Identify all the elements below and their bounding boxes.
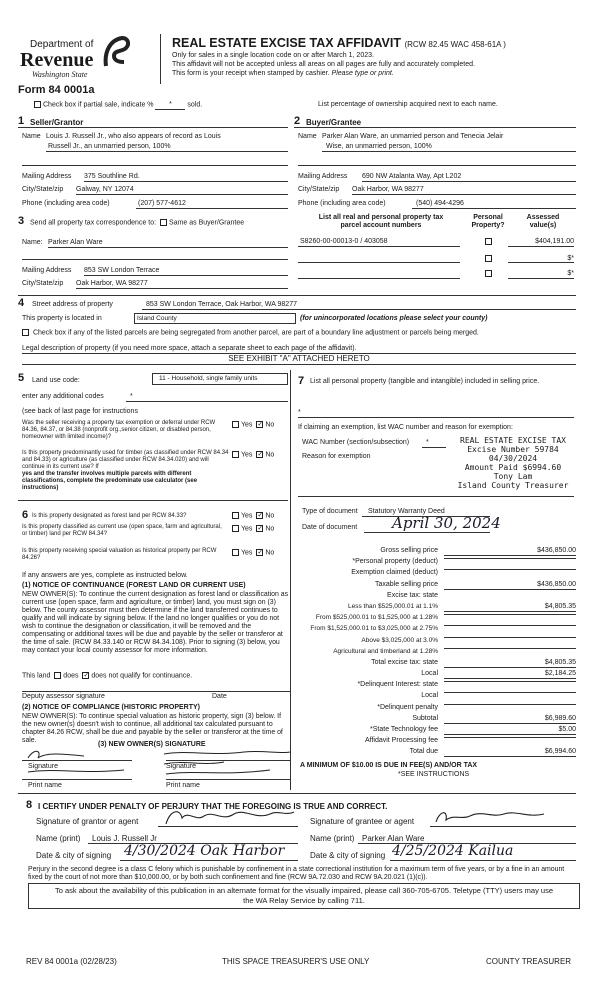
location-label: This property is located in	[22, 315, 102, 322]
grantee-date-label: Date & city of signing	[310, 851, 386, 860]
dor-swoosh-icon	[102, 36, 130, 68]
buyer-name-label: Name	[298, 133, 317, 140]
calc-row: Gross selling price $436,850.00	[380, 547, 576, 554]
seller-name-line1[interactable]: Louis J. Russell Jr., who also appears of record as Louis	[46, 133, 221, 140]
assessed-value-3[interactable]: $*	[567, 270, 574, 277]
parcel-number-1[interactable]: S8260-00-00013-0 / 403058	[300, 238, 388, 245]
grantor-name-label: Name (print)	[36, 834, 81, 843]
assessed-value-2[interactable]: $*	[567, 255, 574, 262]
buyer-city[interactable]: Oak Harbor, WA 98277	[352, 186, 424, 193]
s1-title: Seller/Grantor	[30, 118, 84, 127]
s6-q1-yes[interactable]	[232, 512, 239, 519]
s6-q3-answer: Yes ✓ No	[232, 549, 274, 557]
buyer-mail-label: Mailing Address	[298, 173, 348, 180]
personal-checkbox-3[interactable]	[485, 270, 492, 277]
calc-row: *Delinquent penalty	[296, 704, 578, 715]
wac-claim-label: If claiming an exemption, list WAC number and reason for exemption:	[298, 424, 513, 431]
dor-logo	[18, 32, 130, 82]
assessed-header: Assessed value(s)	[526, 214, 560, 229]
assessed-value-1[interactable]: $404,191.00	[535, 238, 574, 245]
doc-type-label: Type of document	[302, 508, 358, 515]
notice1-title: (1) NOTICE OF CONTINUANCE (FOREST LAND OR CURRENT USE)	[22, 582, 246, 589]
calc-row: Total due $6,994.60	[409, 748, 576, 756]
any-yes-note: If any answers are yes, complete as instructed below.	[22, 572, 188, 579]
s1-number: 1	[18, 115, 25, 127]
calc-row: *Personal property (deduct)	[296, 558, 578, 569]
notice1-body: NEW OWNER(S): To continue the current designation as forest land or classification as current use (open space, farm and agriculture, or timber) land, you must sign on (3) below. The county assessor must then determine if the land transferred continues to qualify and will indicate by signing below. If the land no longer qualifies or you do not wish to continue the designation or classification, it will be removed and the compensating or additional taxes will be due and payable by the seller or transferor at the time of sale. (RCW 84.33.140 or RCW 84.34.108). Prior to signing (3) below, you may contact your local county assessor for more information.	[22, 591, 289, 654]
grantee-date-city[interactable]: 4/25/2024 Kailua	[392, 843, 514, 859]
segregation-checkbox[interactable]	[22, 329, 29, 336]
s6-q2-answer: Yes ✓ No	[232, 525, 274, 533]
calc-row: *Delinquent Interest: state	[296, 681, 578, 692]
grantor-sig-label: Signature of grantor or agent	[36, 817, 139, 826]
tax-name[interactable]: Parker Alan Ware	[48, 239, 103, 246]
s5-number: 5	[18, 372, 25, 384]
s5-q2: Is this property predominantly used for timber (as classified under RCW 84.34 and 84.33) or agriculture (as classified under RCW 84.34.020) and will continue in its current use? If	[22, 450, 229, 470]
buyer-phone-label: Phone (including area code)	[298, 200, 386, 207]
tax-mail[interactable]: 853 SW London Terrace	[84, 267, 160, 274]
calc-row: Less than $525,000.01 at 1.1% $4,805.35	[348, 602, 576, 610]
wac-number-label: WAC Number (section/subsection)	[302, 439, 410, 446]
grantor-name[interactable]: Louis J. Russell Jr	[92, 834, 157, 843]
seller-mail[interactable]: 375 Southline Rd.	[84, 173, 140, 180]
segregation-row: Check box if any of the listed parcels are being segregated from another parcel, are part of a boundary line adjustment or parcels being merged.	[22, 329, 578, 337]
calc-row: Total excise tax: state $4,805.35	[371, 658, 576, 666]
s3-number: 3	[18, 215, 25, 227]
calc-row: Excise tax: state	[387, 591, 438, 599]
calc-row: Subtotal $6,989.60	[412, 714, 576, 722]
calc-row: Exemption claimed (deduct)	[296, 569, 578, 580]
continuance-row: This land does ✓ does not qualify for continuance.	[22, 672, 192, 680]
legal-label: Legal description of property (if you need more space, attach a separate sheet to each page of the affidavit).	[22, 345, 357, 352]
calc-row: Agricultural and timberland at 1.28%	[296, 648, 578, 659]
notice3-title: (3) NEW OWNER(S) SIGNATURE	[98, 741, 206, 748]
notice2-body: NEW OWNER(S): To continue special valuation as historic property, sign (3) below. If the new owner(s) doesn't wish to continue, all additional tax calculated pursuant to chapter 84.26 RCW, shall be due and payable by the seller or transferor at the time of sale.	[22, 713, 283, 744]
see-instructions: (see back of last page for instructions	[22, 408, 138, 415]
s6-q3: Is this property receiving special valuation as historical property per RCW 84.26?	[22, 548, 217, 561]
assessor-date-label: Date	[212, 693, 227, 700]
doc-date-label: Date of document	[302, 524, 358, 531]
grantee-name[interactable]: Parker Alan Ware	[362, 834, 425, 843]
grantee-sig-label: Signature of grantee or agent	[310, 817, 415, 826]
county-select[interactable]: Island County	[134, 313, 296, 324]
form-title: REAL ESTATE EXCISE TAX AFFIDAVIT (RCW 82.45 WAC 458-61A )	[172, 36, 506, 50]
s6-q3-no[interactable]	[256, 549, 263, 556]
grantor-date-label: Date & city of signing	[36, 851, 112, 860]
notice2-title: (2) NOTICE OF COMPLIANCE (HISTORIC PROPERTY)	[22, 704, 200, 711]
buyer-mail[interactable]: 690 NW Atalanta Way, Apt L202	[362, 173, 462, 180]
certification: I CERTIFY UNDER PENALTY OF PERJURY THAT THE FOREGOING IS TRUE AND CORRECT.	[38, 802, 388, 811]
calc-row: *State Technology fee $5.00	[370, 726, 576, 733]
s5-q1: Was the seller receiving a property tax exemption or deferral under RCW 84.36, 84.37, or 84.38 (nonprofit org.,senior citizen, or disabled person, homeowner with limited income)?	[22, 420, 216, 440]
s2-title: Buyer/Grantee	[306, 118, 362, 127]
seller-phone[interactable]: (207) 577-4612	[138, 200, 186, 207]
s6-q2-no[interactable]	[256, 525, 263, 532]
calc-row: From $1,525,000.01 to $3,025,000 at 2.75%	[296, 625, 578, 636]
dept-line1: Department of	[30, 39, 94, 50]
personal-checkbox-1[interactable]	[485, 238, 492, 245]
grantee-signature	[432, 806, 552, 828]
ownership-note: List percentage of ownership acquired next to each name.	[318, 101, 498, 108]
grantee-name-label: Name (print)	[310, 834, 355, 843]
partial-sale-checkbox[interactable]	[34, 101, 41, 108]
perjury-notice: Perjury in the second degree is a class C felony which is punishable by confinement in a state correctional institution for a maximum term of five years, or by a fine in an amount fixed by the court of not more than $10,000.00, or by both such confinement and fine (RCW 9A.72.030 and RCW 9A.20.021 (1)(c)).	[28, 866, 565, 881]
s6-q1-answer: Yes ✓ No	[232, 512, 274, 520]
location-note: (for unincorporated locations please select your county)	[300, 315, 488, 322]
s3-title: Send all property tax correspondence to: Same as Buyer/Grantee	[30, 219, 245, 227]
assessor-sig-label: Deputy assessor signature	[22, 693, 105, 700]
calc-row: From $525,000.01 to $1,525,000 at 1.28%	[296, 614, 578, 625]
s5-q1-answer: Yes ✓ No	[232, 421, 274, 429]
s8-number: 8	[26, 799, 33, 811]
tax-mail-label: Mailing Address	[22, 267, 72, 274]
form-number: Form 84 0001a	[18, 84, 95, 96]
treasurer-use-only: THIS SPACE TREASURER'S USE ONLY	[222, 957, 370, 966]
tax-name-label: Name:	[22, 239, 43, 246]
calc-row: Affidavit Processing fee	[296, 737, 578, 748]
street-address[interactable]: 853 SW London Terrace, Oak Harbor, WA 98277	[146, 301, 297, 308]
calc-row: Above $3,025,000 at 3.0%	[296, 637, 578, 648]
seller-city[interactable]: Galway, NY 12074	[76, 186, 134, 193]
s5-q2-no[interactable]	[256, 451, 263, 458]
buyer-city-label: City/State/zip	[298, 186, 340, 193]
accessibility-notice: To ask about the availability of this publication in an alternate format for the visually impaired, please call 360-705-6705. Teletype (TTY) users may use the WA Relay Service by calling 711.	[28, 883, 580, 909]
wac-number[interactable]: *	[426, 439, 429, 446]
treasurer-stamp: REAL ESTATE EXCISE TAX Excise Number 59784 04/30/2024 Amount Paid $6994.60 Tony Lam Island County Treasurer	[457, 436, 569, 490]
buyer-name-line1[interactable]: Parker Alan Ware, an unmarried person and Tenecia Jelair	[322, 133, 504, 140]
land-use-select[interactable]: 11 - Household, single family units	[152, 373, 288, 385]
partial-sale-row: Check box if partial sale, indicate % * sold.	[34, 101, 202, 110]
county-treasurer: COUNTY TREASURER	[486, 957, 572, 966]
personal-header: Personal Property?	[471, 214, 505, 229]
s4-number: 4	[18, 297, 25, 309]
personal-checkbox-2[interactable]	[485, 255, 492, 262]
note-3: This form is your receipt when stamped by cashier. Please type or print.	[172, 70, 394, 77]
personal-property-label: List all personal property (tangible and intangible) included in selling price.	[310, 378, 540, 385]
tax-city[interactable]: Oak Harbor, WA 98277	[76, 280, 148, 287]
s5-q2b: yes and the transfer involves multiple parcels with different classifications, complete the predominate use calculator (see instructions)	[22, 471, 198, 491]
seller-name-label: Name	[22, 133, 41, 140]
addl-codes-label: enter any additional codes	[22, 393, 104, 400]
minimum-fee-note: A MINIMUM OF $10.00 IS DUE IN FEE(S) AND/OR TAX	[300, 762, 478, 769]
addl-codes[interactable]: *	[130, 393, 133, 400]
legal-description[interactable]: SEE EXHIBIT "A" ATTACHED HERETO	[228, 354, 370, 363]
seller-city-label: City/State/zip	[22, 186, 64, 193]
doc-date[interactable]: April 30, 2024	[392, 514, 501, 532]
grantor-signature	[160, 806, 300, 828]
personal-property[interactable]: *	[298, 409, 301, 416]
s6-q2-yes[interactable]	[232, 525, 239, 532]
seller-mail-label: Mailing Address	[22, 173, 72, 180]
does-checkbox[interactable]	[54, 672, 61, 679]
s6-q3-yes[interactable]	[232, 549, 239, 556]
s6-number: 6	[22, 509, 29, 521]
tax-calculation	[296, 547, 578, 760]
note-2: This affidavit will not be accepted unless all areas on all pages are fully and accurately completed.	[172, 61, 475, 68]
owner-sig-label-2: Signature	[166, 763, 196, 770]
buyer-phone[interactable]: (540) 494-4296	[416, 200, 464, 207]
s7-number: 7	[298, 375, 305, 387]
seller-phone-label: Phone (including area code)	[22, 200, 110, 207]
buyer-name-line2[interactable]: Wise, an unmarried person, 100%	[326, 143, 432, 150]
s2-number: 2	[294, 115, 301, 127]
parcel-header: List all real and personal property tax parcel account numbers	[318, 214, 444, 229]
s5-q1-no[interactable]	[256, 421, 263, 428]
seller-name-line2[interactable]: Russell Jr., an unmarried person, 100%	[48, 143, 171, 150]
note-1: Only for sales in a single location code on or after March 1, 2023.	[172, 52, 374, 59]
same-as-buyer-checkbox[interactable]	[160, 219, 167, 226]
new-owner-signatures	[24, 746, 294, 780]
calc-row: Local	[296, 692, 578, 703]
s6-q2: Is this property classified as current use (open space, farm and agricultural, or timber) land per RCW 84.34?	[22, 524, 222, 537]
see-instructions-note: *SEE INSTRUCTIONS	[398, 771, 470, 778]
s5-q2-yes[interactable]	[232, 451, 239, 458]
grantor-date-city[interactable]: 4/30/2024 Oak Harbor	[124, 843, 285, 859]
reason-label: Reason for exemption	[302, 453, 371, 460]
dept-line2: Revenue	[20, 49, 94, 71]
owner-sig-label-1: Signature	[28, 763, 58, 770]
s6-q1-no[interactable]	[256, 512, 263, 519]
calc-row: Taxable selling price $436,850.00	[374, 580, 576, 588]
doc-type[interactable]: Statutory Warranty Deed	[368, 508, 445, 515]
s5-q2-answer: Yes ✓ No	[232, 451, 274, 459]
dept-line3: Washington State	[32, 70, 88, 79]
form-revision: REV 84 0001a (02/28/23)	[26, 957, 117, 966]
owner-print-label-1: Print name	[28, 782, 62, 789]
s6-q1: Is this property designated as forest land per RCW 84.33?	[32, 513, 187, 519]
does-not-checkbox[interactable]	[82, 672, 89, 679]
street-label: Street address of property	[32, 301, 113, 308]
owner-print-label-2: Print name	[166, 782, 200, 789]
calc-row: Local $2,184.25	[421, 670, 576, 678]
tax-city-label: City/State/zip	[22, 280, 64, 287]
land-use-label: Land use code:	[32, 377, 80, 384]
s5-q1-yes[interactable]	[232, 421, 239, 428]
